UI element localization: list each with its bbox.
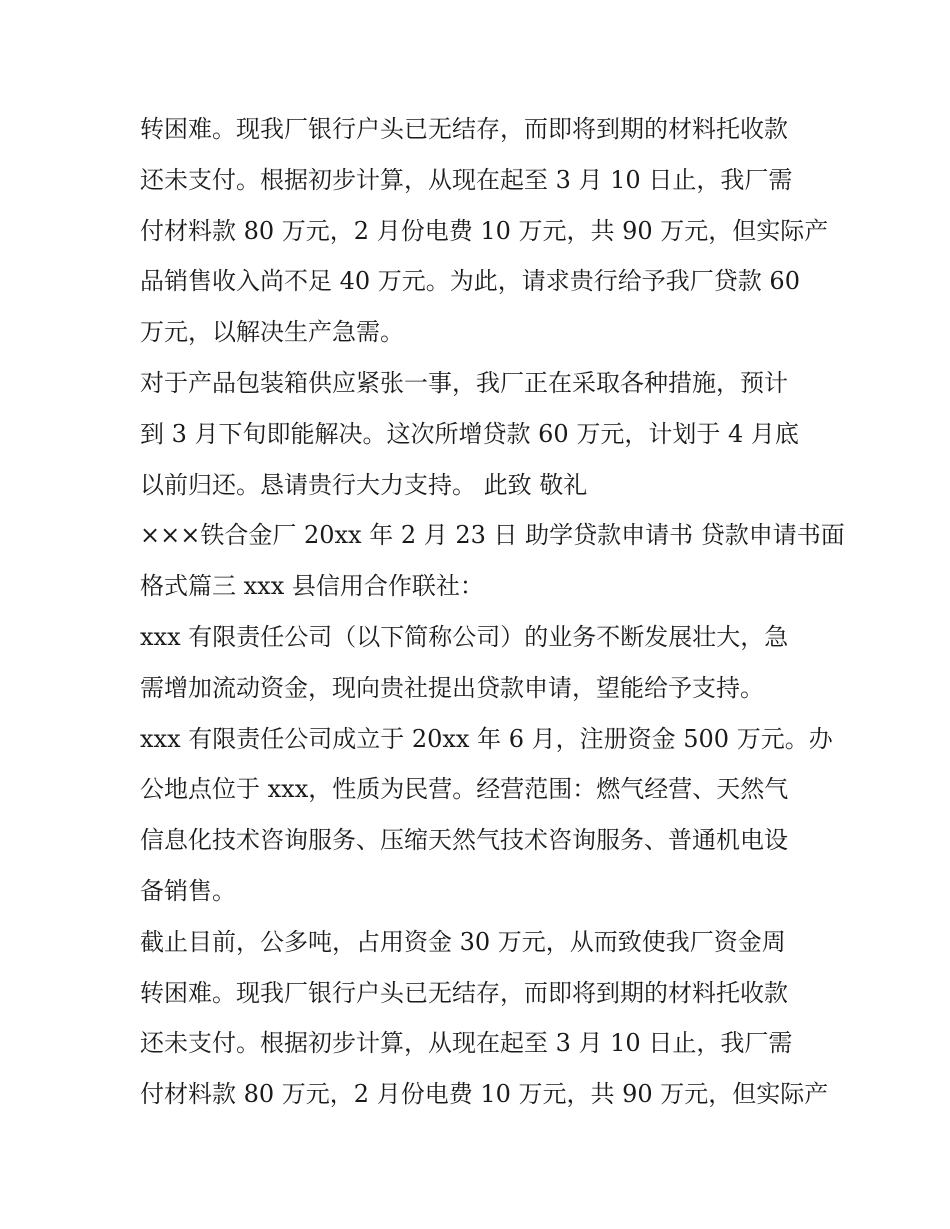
text-line: 付材料款 80 万元，2 月份电费 10 万元，共 90 万元，但实际产 bbox=[140, 1080, 829, 1109]
text-line: 转困难。现我厂银行户头已无结存，而即将到期的材料托收款 bbox=[140, 115, 788, 143]
text-line: 万元，以解决生产急需。 bbox=[140, 318, 404, 347]
text-line: 付材料款 80 万元，2 月份电费 10 万元，共 90 万元，但实际产 bbox=[140, 216, 829, 245]
text-line: xxx 有限责任公司（以下简称公司）的业务不断发展壮大，急 bbox=[140, 622, 789, 651]
text-line: 以前归还。恳请贵行大力支持。 此致 敬礼 bbox=[140, 470, 588, 499]
text-line: 备销售。 bbox=[140, 876, 236, 905]
text-line: 转困难。现我厂银行户头已无结存，而即将到期的材料托收款 bbox=[140, 978, 788, 1007]
text-line: ×××铁合金厂 20xx 年 2 月 23 日 助学贷款申请书 贷款申请书面 bbox=[140, 521, 845, 550]
text-line: 需增加流动资金，现向贵社提出贷款申请，望能给予支持。 bbox=[140, 673, 764, 702]
text-line: 格式篇三 xxx 县信用合作联社： bbox=[140, 572, 484, 601]
text-line: 还未支付。根据初步计算，从现在起至 3 月 10 日止，我厂需 bbox=[140, 1029, 793, 1058]
text-line: 对于产品包装箱供应紧张一事，我厂正在采取各种措施，预计 bbox=[140, 368, 788, 397]
text-line: 截止目前，公多吨，占用资金 30 万元，从而致使我厂资金周 bbox=[140, 927, 786, 956]
text-line: 信息化技术咨询服务、压缩天然气技术咨询服务、普通机电设 bbox=[140, 826, 788, 855]
document-body bbox=[140, 104, 845, 1120]
text-line: 品销售收入尚不足 40 万元。为此，请求贵行给予我厂贷款 60 bbox=[140, 267, 800, 296]
text-line: 还未支付。根据初步计算，从现在起至 3 月 10 日止，我厂需 bbox=[140, 165, 793, 194]
text-line: 公地点位于 xxx，性质为民营。经营范围：燃气经营、天然气 bbox=[140, 775, 789, 804]
text-line: 到 3 月下旬即能解决。这次所增贷款 60 万元，计划于 4 月底 bbox=[140, 419, 799, 448]
text-line: xxx 有限责任公司成立于 20xx 年 6 月，注册资金 500 万元。办 bbox=[140, 724, 833, 753]
